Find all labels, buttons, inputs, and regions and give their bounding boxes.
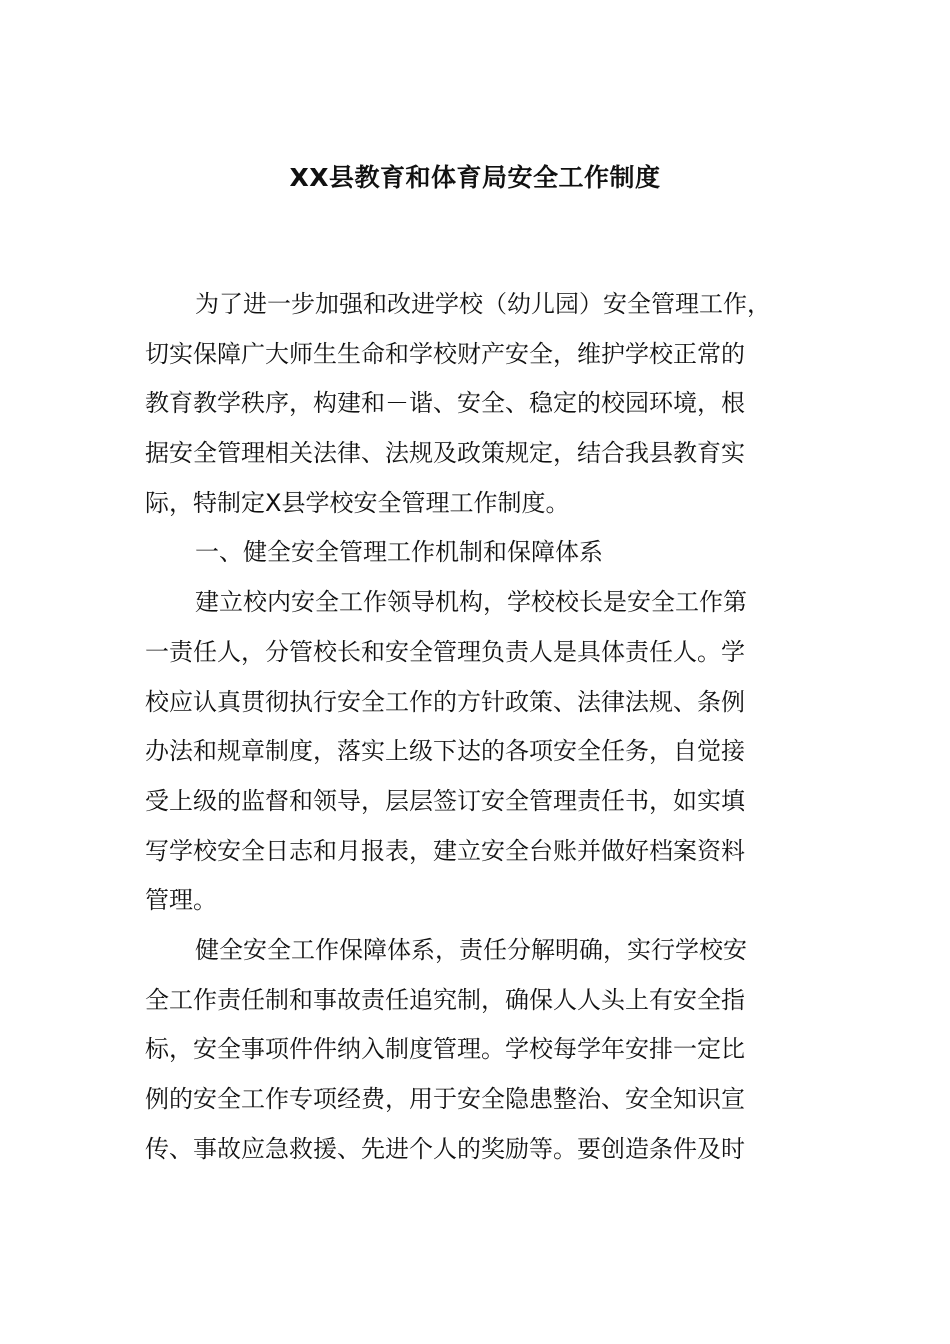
paragraph-line: 建立校内安全工作领导机构，学校校长是安全工作第 bbox=[195, 588, 747, 617]
paragraph-line: 为了进一步加强和改进学校（幼儿园）安全管理工作， bbox=[195, 290, 771, 318]
paragraph-line: 管理。 bbox=[145, 886, 217, 915]
paragraph-line: 切实保障广大师生生命和学校财产安全，维护学校正常的 bbox=[145, 339, 745, 368]
paragraph-line: 传、事故应急救援、先进个人的奖励等。要创造条件及时 bbox=[145, 1134, 745, 1163]
paragraph-line: 标，安全事项件件纳入制度管理。学校每学年安排一定比 bbox=[145, 1035, 745, 1064]
paragraph-line: 受上级的监督和领导，层层签订安全管理责任书，如实填 bbox=[145, 786, 745, 815]
paragraph-line: 一责任人，分管校长和安全管理负责人是具体责任人。学 bbox=[145, 637, 745, 666]
document-body bbox=[145, 280, 835, 1174]
paragraph-line: 办法和规章制度，落实上级下达的各项安全任务，自觉接 bbox=[145, 737, 745, 766]
paragraph-line: 写学校安全日志和月报表，建立安全台账并做好档案资料 bbox=[145, 836, 745, 865]
paragraph-line: 据安全管理相关法律、法规及政策规定，结合我县教育实 bbox=[145, 439, 745, 468]
paragraph-line: 校应认真贯彻执行安全工作的方针政策、法律法规、条例 bbox=[145, 687, 745, 716]
document-title: XX县教育和体育局安全工作制度 bbox=[289, 163, 661, 192]
section-heading: 一、健全安全管理工作机制和保障体系 bbox=[195, 538, 603, 567]
paragraph-line: 例的安全工作专项经费，用于安全隐患整治、安全知识宣 bbox=[145, 1085, 745, 1113]
paragraph-line: 际，特制定X县学校安全管理工作制度。 bbox=[145, 488, 570, 517]
paragraph-line: 健全安全工作保障体系，责任分解明确，实行学校安 bbox=[195, 935, 747, 964]
paragraph-line: 全工作责任制和事故责任追究制，确保人人头上有安全指 bbox=[145, 985, 745, 1014]
paragraph-line: 教育教学秩序，构建和－谐、安全、稳定的校园环境，根 bbox=[145, 389, 745, 418]
